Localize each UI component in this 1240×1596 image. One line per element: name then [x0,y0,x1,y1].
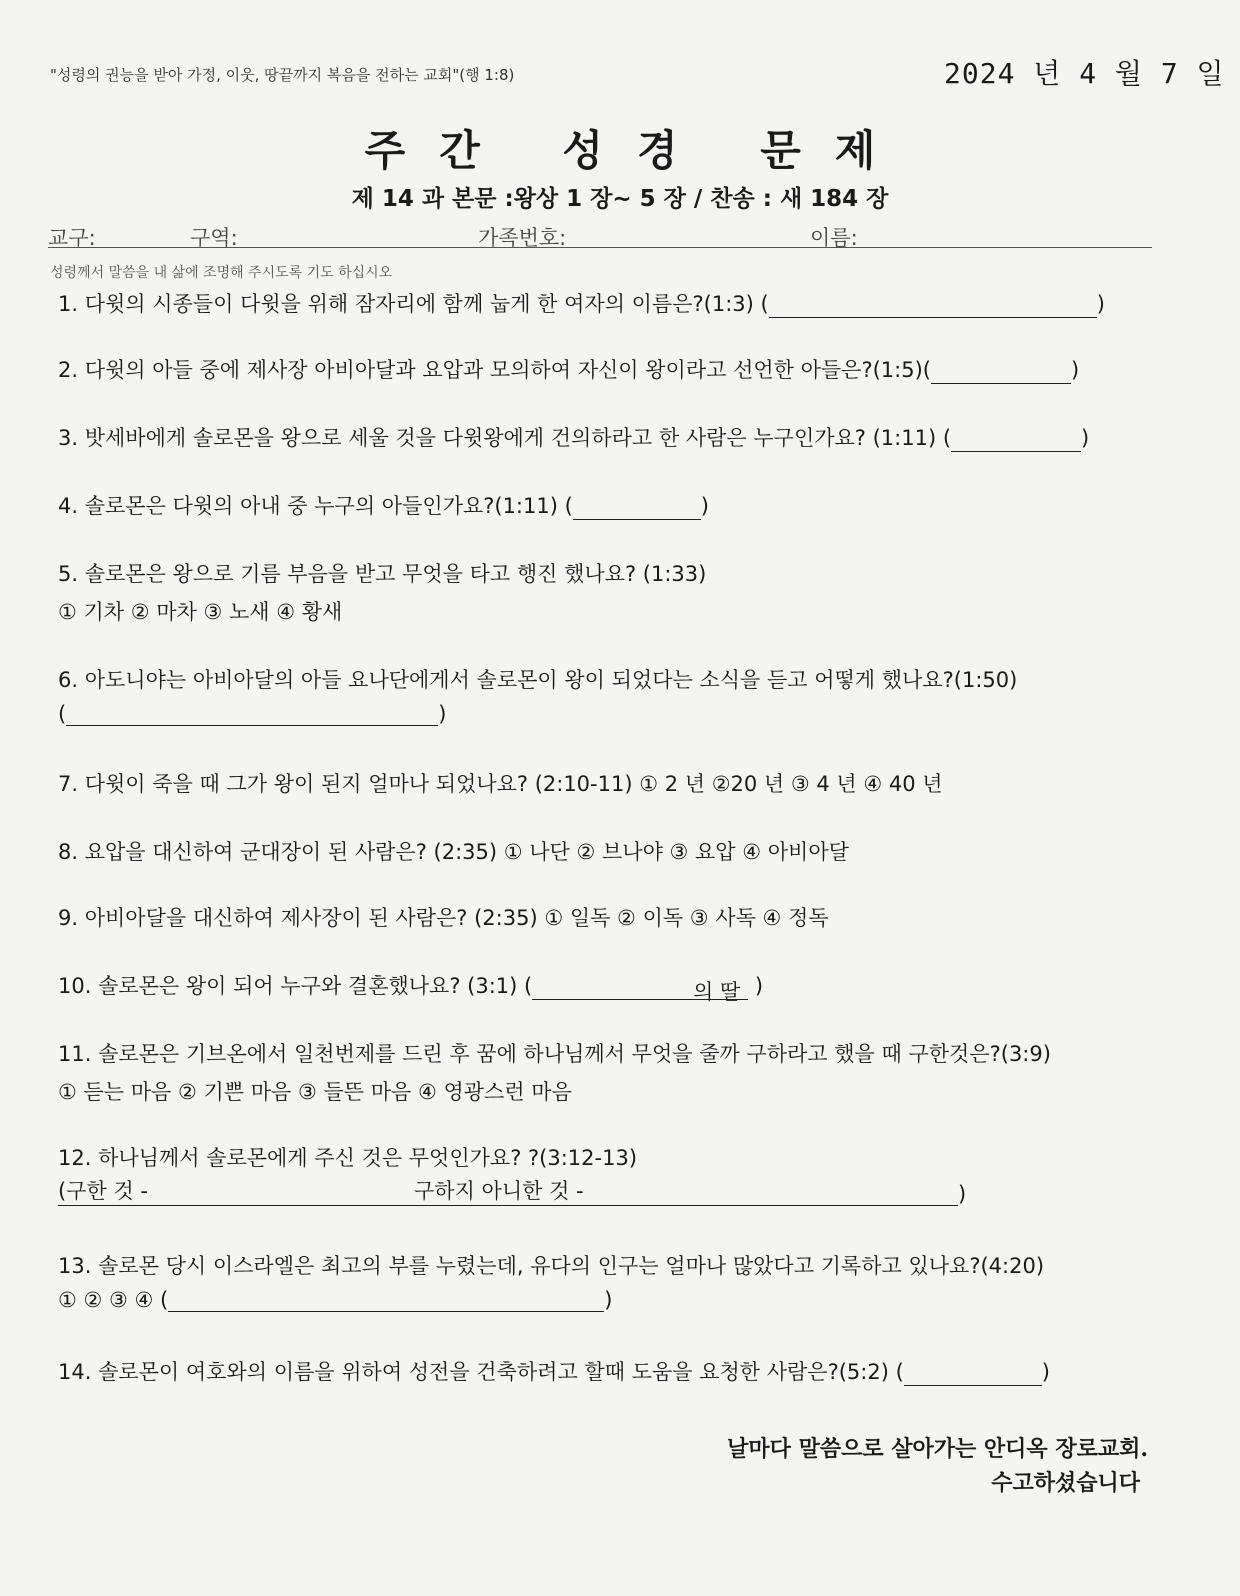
answer-blank-3[interactable] [951,428,1081,452]
church-motto: "성령의 권능을 받아 가정, 이웃, 땅끝까지 복음을 전하는 교회"(행 1:8) [50,66,515,84]
answer-blank-1[interactable] [769,294,1097,318]
question-11: 11. 솔로몬은 기브온에서 일천번제를 드린 후 꿈에 하나님께서 무엇을 줄까 구하라고 했을 때 구한것은?(3:9) [58,1042,1051,1066]
question-7[interactable]: 7. 다윗이 죽을 때 그가 왕이 된지 얼마나 되었나요? (2:10-11) ① 2 년 ②20 년 ③ 4 년 ④ 40 년 [58,772,943,796]
question-2: 2. 다윗의 아들 중에 제사장 아비아달과 요압과 모의하여 자신이 왕이라고 선언한 아들은?(1:5)( ) [58,358,1080,382]
question-4: 4. 솔로몬은 다윗의 아내 중 누구의 아들인가요?(1:11) ( ) [58,494,709,518]
answer-blank-10[interactable]: 의 딸 [532,976,748,1000]
name-label: 이름: [810,226,858,250]
page-title: 주간 성경 문제 [364,126,910,175]
answer-blank-4[interactable] [573,496,701,520]
question-12: 12. 하나님께서 솔로몬에게 주신 것은 무엇인가요? ?(3:12-13) [58,1146,638,1170]
question-10: 10. 솔로몬은 왕이 되어 누구와 결혼했나요? (3:1) ( 의 딸 ) [58,974,764,1004]
question-13: 13. 솔로몬 당시 이스라엘은 최고의 부를 누렸는데, 유다의 인구는 얼마나 많았다고 기록하고 있나요?(4:20) [58,1254,1045,1278]
question-1: 1. 다윗의 시종들이 다윗을 위해 잠자리에 함께 눕게 한 여자의 이름은?(1:3) ( ) [58,292,1105,316]
info-underline [48,247,1152,248]
question-12-answer: (구한 것 - 구하지 아니한 것 - ) [58,1179,967,1207]
closing-thanks: 수고하셨습니다 [991,1470,1140,1496]
question-14: 14. 솔로몬이 여호와의 이름을 위하여 성전을 건축하려고 할때 도움을 요청한 사람은?(5:2) ( ) [58,1360,1050,1384]
family-number-label: 가족번호: [478,226,567,250]
answer-blank-2[interactable] [931,360,1071,384]
answer-blank-6[interactable] [66,702,438,726]
question-5-options[interactable]: ① 기차 ② 마차 ③ 노새 ④ 황새 [58,600,343,624]
closing-church-name: 날마다 말씀으로 살아가는 안디옥 장로교회. [727,1436,1148,1462]
question-6-answer: ( ) [58,702,447,727]
question-13-options[interactable]: ① ② ③ ④ ( ) [58,1288,613,1313]
question-9[interactable]: 9. 아비아달을 대신하여 제사장이 된 사람은? (2:35) ① 일독 ② 이독 ③ 사독 ④ 정독 [58,906,829,930]
question-8[interactable]: 8. 요압을 대신하여 군대장이 된 사람은? (2:35) ① 나단 ② 브나야 ③ 요압 ④ 아비아달 [58,840,849,864]
question-6: 6. 아도니야는 아비아달의 아들 요나단에게서 솔로몬이 왕이 되었다는 소식을 듣고 어떻게 했나요?(1:50) [58,668,1018,692]
answer-blank-12[interactable]: (구한 것 - 구하지 아니한 것 - [58,1182,958,1206]
answer-blank-14[interactable] [904,1362,1042,1386]
question-3: 3. 밧세바에게 솔로몬을 왕으로 세울 것을 다윗왕에게 건의하라고 한 사람은 누구인가요? (1:11) ( ) [58,426,1090,450]
lesson-subtitle: 제 14 과 본문 :왕상 1 장~ 5 장 / 찬송 : 새 184 장 [351,186,889,212]
worksheet-date: 2024 년 4 월 7 일 [944,57,1225,90]
parish-label: 교구: [48,226,96,250]
district-label: 구역: [190,226,238,250]
question-5: 5. 솔로몬은 왕으로 기름 부음을 받고 무엇을 타고 행진 했나요? (1:33) [58,562,707,586]
answer-blank-13[interactable] [168,1288,604,1312]
prayer-note: 성령께서 말씀을 내 삶에 조명해 주시도록 기도 하십시오 [50,265,393,281]
question-11-options[interactable]: ① 듣는 마음 ② 기쁜 마음 ③ 들뜬 마음 ④ 영광스런 마음 [58,1080,572,1104]
